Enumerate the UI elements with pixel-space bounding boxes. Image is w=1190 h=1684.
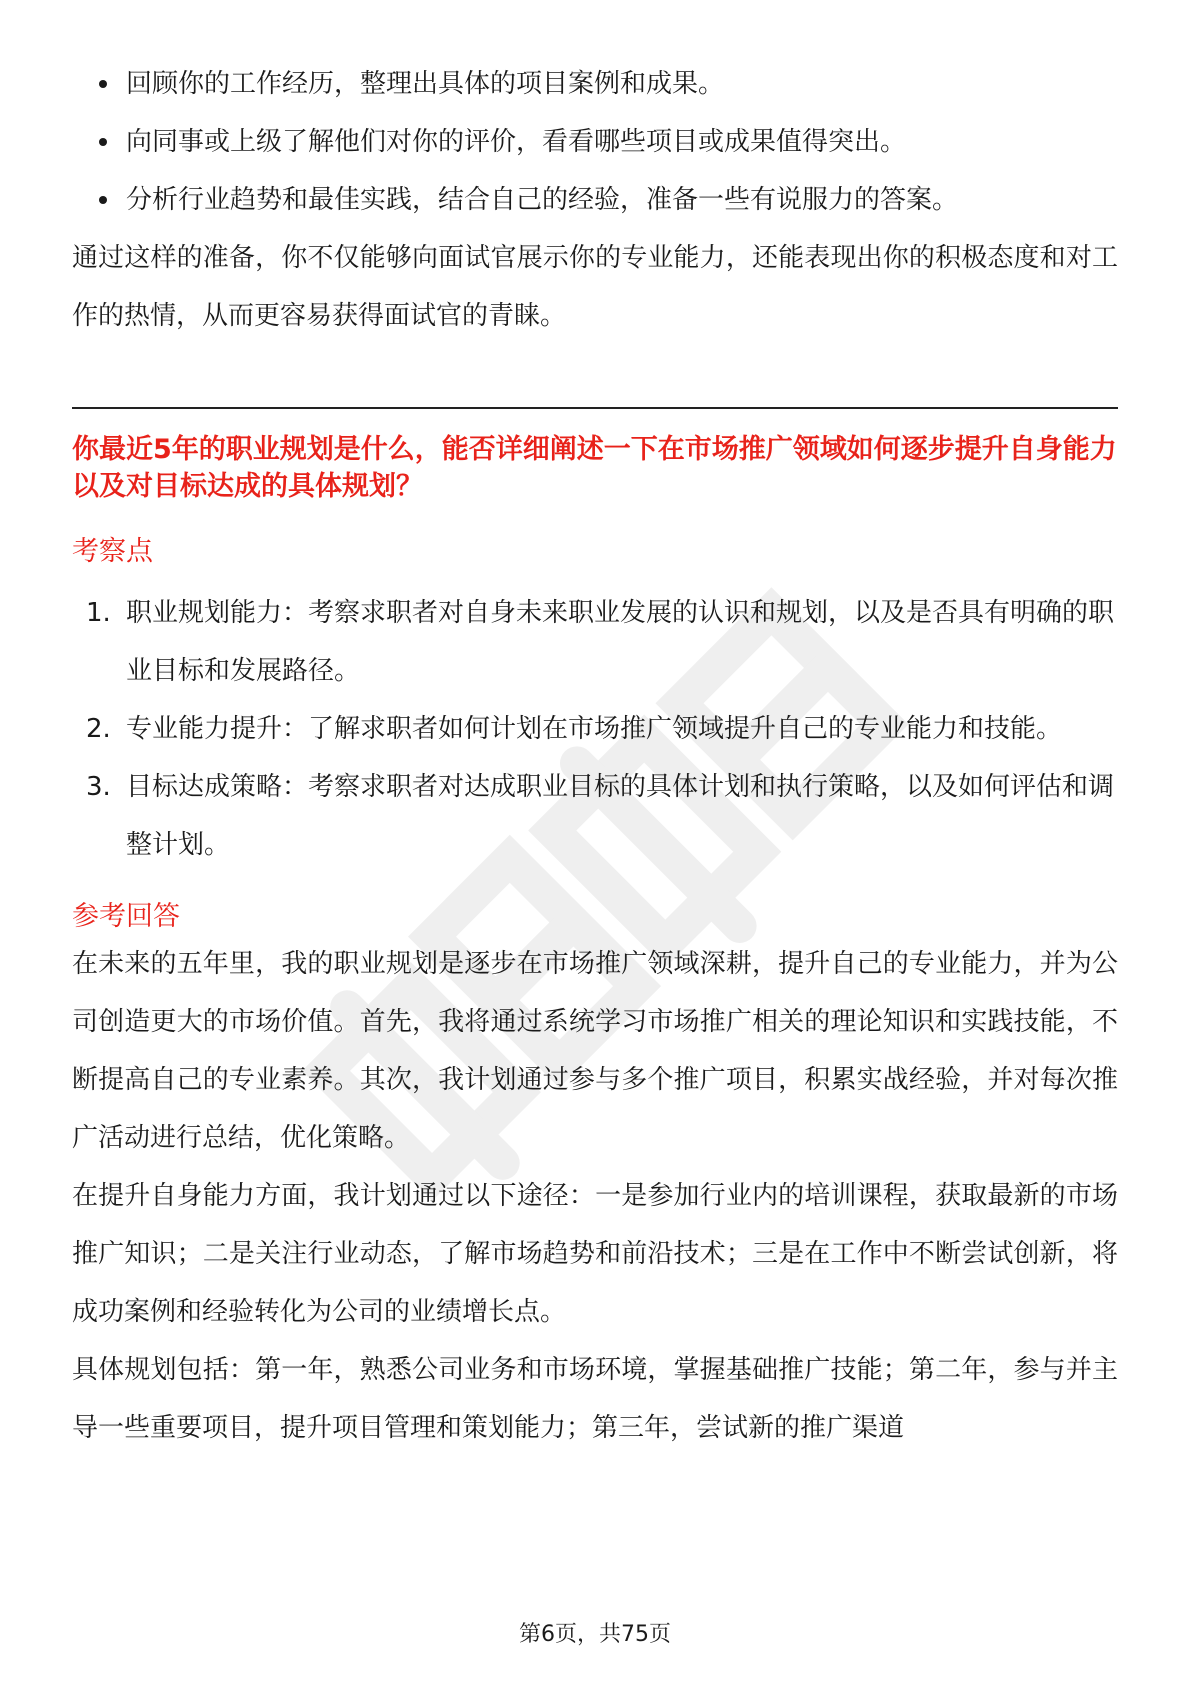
list-item: 2. 专业能力提升：了解求职者如何计划在市场推广领域提升自己的专业能力和技能。 xyxy=(72,700,1118,758)
list-item: 1. 职业规划能力：考察求职者对自身未来职业发展的认识和规划，以及是否具有明确的职业目标和发展路径。 xyxy=(72,584,1118,700)
list-number: 1. xyxy=(86,598,111,628)
list-number: 2. xyxy=(86,714,111,744)
list-item: 回顾你的工作经历，整理出具体的项目案例和成果。 xyxy=(72,55,1118,113)
list-item: 分析行业趋势和最佳实践，结合自己的经验，准备一些有说服力的答案。 xyxy=(72,171,1118,229)
page-footer: 第6页，共75页 xyxy=(519,1622,671,1647)
answer-paragraph: 在提升自身能力方面，我计划通过以下途径：一是参加行业内的培训课程，获取最新的市场推广知识；二是关注行业动态，了解市场趋势和前沿技术；三是在工作中不断尝试创新，将成功案例和经验转化为公司的业绩增长点。 xyxy=(72,1181,1118,1327)
answer-paragraph: 具体规划包括：第一年，熟悉公司业务和市场环境，掌握基础推广技能；第二年，参与并主导一些重要项目，提升项目管理和策划能力；第三年，尝试新的推广渠道 xyxy=(72,1355,1118,1443)
list-item: 3. 目标达成策略：考察求职者对达成职业目标的具体计划和执行策略，以及如何评估和调整计划。 xyxy=(72,758,1118,874)
page-content xyxy=(72,55,1118,1457)
intro-paragraph: 通过这样的准备，你不仅能够向面试官展示你的专业能力，还能表现出你的积极态度和对工作的热情，从而更容易获得面试官的青睐。 xyxy=(72,243,1118,331)
focus-title: 考察点 xyxy=(72,536,153,567)
answer-paragraph: 在未来的五年里，我的职业规划是逐步在市场推广领域深耕，提升自己的专业能力，并为公司创造更大的市场价值。首先，我将通过系统学习市场推广相关的理论知识和实践技能，不断提高自己的专业素养。其次，我计划通过参与多个推广项目，积累实战经验，并对每次推广活动进行总结，优化策略。 xyxy=(72,949,1118,1153)
list-number: 3. xyxy=(86,772,111,802)
bullet-icon xyxy=(99,80,107,88)
intro-bullet-list xyxy=(72,55,1118,229)
question-heading: 你最近5年的职业规划是什么，能否详细阐述一下在市场推广领域如何逐步提升自身能力以及对目标达成的具体规划？ xyxy=(72,434,1117,502)
list-item: 向同事或上级了解他们对你的评价，看看哪些项目或成果值得突出。 xyxy=(72,113,1118,171)
answer-title: 参考回答 xyxy=(72,901,180,932)
bullet-icon xyxy=(99,138,107,146)
bullet-icon xyxy=(99,196,107,204)
section-divider xyxy=(72,407,1118,409)
focus-list xyxy=(72,584,1118,874)
